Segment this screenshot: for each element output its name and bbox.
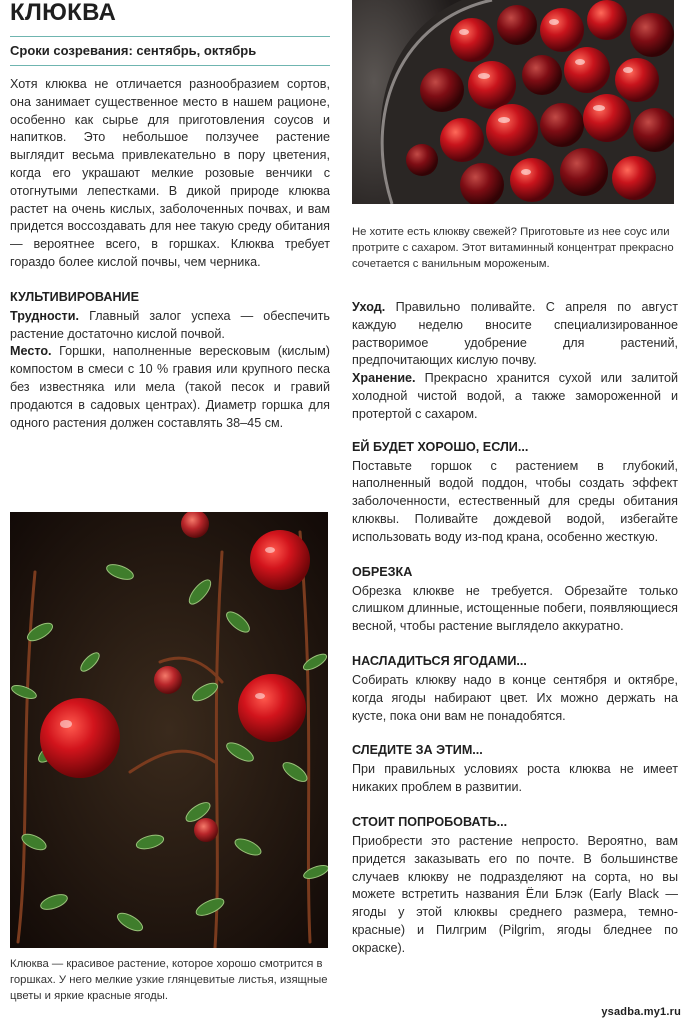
ripening-period: Сроки созревания: сентябрь, октябрь — [10, 43, 257, 58]
cranberry-plant-photo — [10, 512, 328, 948]
try-heading: СТОИТ ПОПРОБОВАТЬ... — [352, 814, 508, 829]
berry-lower — [194, 818, 218, 842]
place-term: Место. — [10, 344, 52, 359]
intro-paragraph: Хотя клюква не отличается разнообразием сортов, она занимает существенное место в нашем рационе, особенно как сырье для приготовления соусов и напитков. Это небольшое ползучее растение выглядит весьма привлекательно в пору цветения, когда его украшают мелкие розовые венчики с отогнутыми лепестками. В дикой природе клюква растет на очень кислых, заболоченных почвах, и вам придется воссоздавать для нее такую среду обитания — вероятнее всего, в горшках. Клюква требует гораздо более кислой почвы, чем черника. — [10, 77, 330, 269]
cranberry-bowl-photo — [352, 0, 674, 204]
care-paragraph — [352, 299, 678, 370]
place-paragraph — [10, 343, 330, 432]
try-text: Приобрести это растение непросто. Вероятно, вам придется заказывать его по почте. В большинстве случаев клюкву не подразделяют на сорта, но вы можете встретить названия Ёли Блэк (Early Black — ягоды у этой клюквы среднего размера, темно-красные) и Пилгрим (Pilgrim, ягоды бледнее по окраске). — [352, 833, 678, 955]
site-watermark: ysadba.my1.ru — [601, 1006, 681, 1018]
conditions-heading: ЕЙ БУДЕТ ХОРОШО, ЕСЛИ... — [352, 439, 529, 454]
plant-photo-caption: Клюква — красивое растение, которое хорошо смотрится в горшках. У него мелкие узкие глянцевитые листья, изящные цветы и яркие красные ягоды. — [10, 958, 328, 1002]
storage-paragraph — [352, 370, 678, 423]
berry-left — [40, 698, 120, 778]
care-term: Уход. — [352, 300, 386, 314]
right-column — [352, 0, 678, 958]
cranberry-bowl-illustration — [352, 0, 674, 204]
difficulty-term: Трудности. — [10, 308, 79, 323]
berry-right — [238, 674, 306, 742]
page-title: КЛЮКВА — [10, 0, 117, 26]
cultivation-heading: КУЛЬТИВИРОВАНИЕ — [10, 289, 139, 304]
bowl-photo-caption: Не хотите есть клюкву свежей? Приготовьте из нее соус или протрите с сахаром. Этот витаминный концентрат прекрасно сочетается с ванильным мороженым. — [352, 226, 674, 270]
left-column — [10, 0, 330, 1002]
harvest-heading: НАСЛАДИТЬСЯ ЯГОДАМИ... — [352, 653, 527, 668]
subtitle-divider — [10, 65, 330, 66]
difficulty-text: Главный залог успеха — обеспечить растение достаточно кислой почвой. — [10, 308, 330, 341]
place-text: Горшки, наполненные вересковым (кислым) компостом в смеси с 10 % гравия или крупного песка без известняка или мела (такой песок и гравий продаются в садовых центрах). Диаметр горшка для одного растения должен составлять 38–45 см. — [10, 344, 330, 430]
pruning-text: Обрезка клюкве не требуется. Обрезайте только слишком длинные, истощенные побеги, появляющиеся весной, чтобы растение выглядело аккуратно. — [352, 583, 678, 634]
pruning-heading: ОБРЕЗКА — [352, 564, 413, 579]
watch-text: При правильных условиях роста клюква не имеет никаких проблем в развитии. — [352, 762, 678, 795]
conditions-text: Поставьте горшок с растением в глубокий, наполненный водой поддон, чтобы создать эффект заболоченности, естественный для среды обитания клюквы. Поливайте дождевой водой, избегайте использовать воду из-под крана, особенно жесткую. — [352, 458, 678, 544]
storage-text: Прекрасно хранится сухой или залитой холодной чистой водой, а также замороженной и протертой с сахаром. — [352, 371, 678, 421]
berry-top-right — [250, 530, 310, 590]
cranberry-plant-illustration — [10, 512, 328, 948]
storage-term: Хранение. — [352, 371, 416, 386]
title-divider — [10, 36, 330, 37]
watch-heading: СЛЕДИТЕ ЗА ЭТИМ... — [352, 743, 483, 758]
harvest-text: Собирать клюкву надо в конце сентября и октябре, когда ягоды набирают цвет. Их можно держать на кусте, пока они вам не понадобятся. — [352, 672, 678, 723]
difficulty-paragraph — [10, 308, 330, 344]
berry-small — [154, 666, 182, 694]
care-text: Правильно поливайте. С апреля по август каждую неделю вносите специализированное растворимое удобрение для растений, предпочитающих кислую почву. — [352, 300, 678, 368]
